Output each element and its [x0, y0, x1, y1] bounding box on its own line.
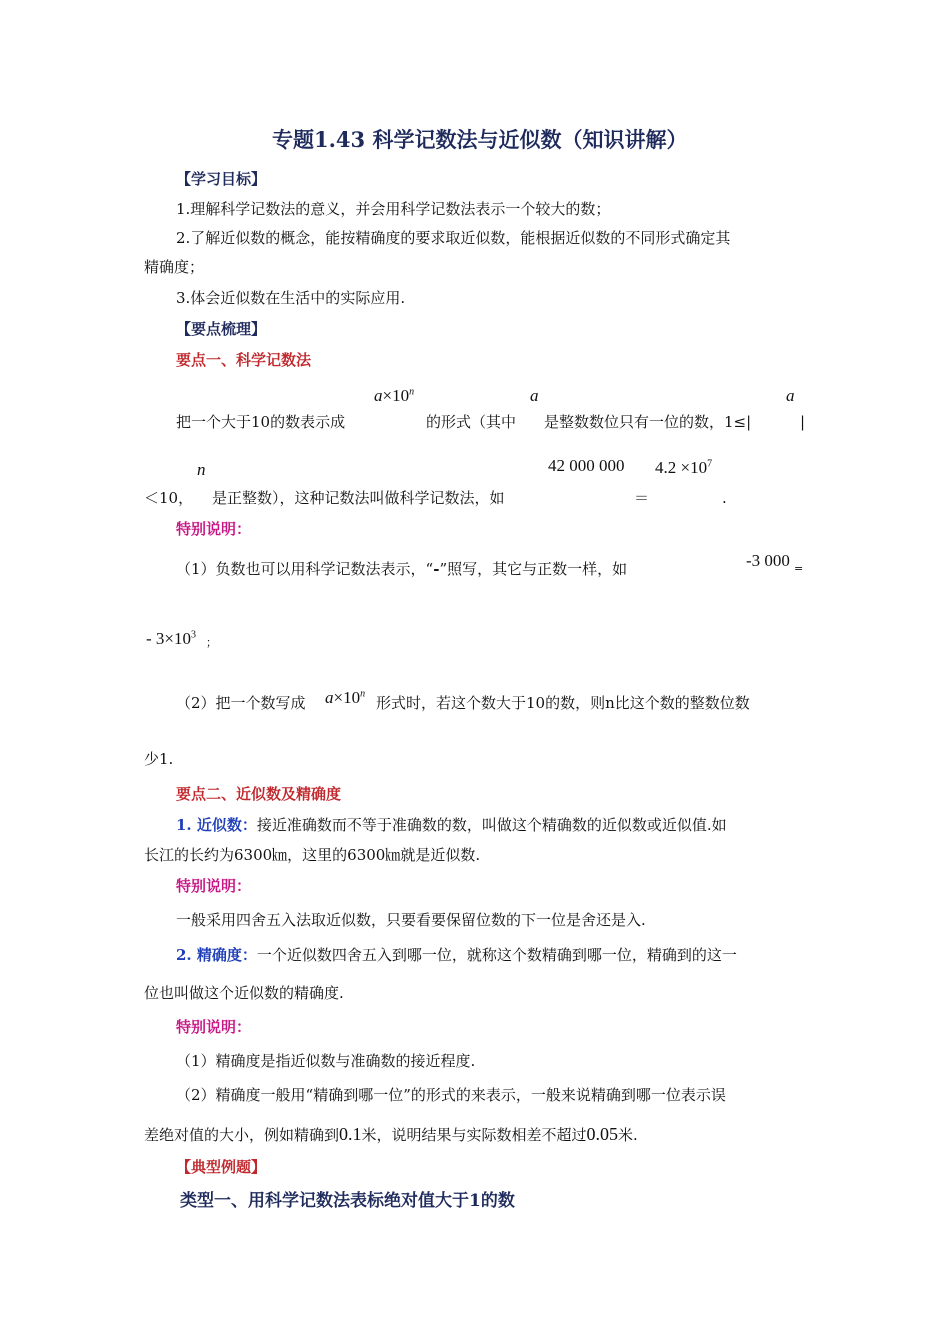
kp1-line1-d: | — [800, 413, 806, 431]
objective-1: 1.理解科学记数法的意义，并会用科学记数法表示一个较大的数； — [176, 200, 611, 218]
note-1-item-1-eq: = — [794, 562, 804, 575]
example-mantissa: 4.2 — [655, 458, 677, 477]
page-title: 专题1.43 科学记数法与近似数（知识讲解） — [272, 127, 688, 152]
note-1-header: 特别说明： — [176, 520, 252, 538]
objectives-header: 【学习目标】 — [176, 170, 267, 188]
math-ten: 10 — [392, 386, 410, 405]
note-1-item-2-b: 形式时，若这个数大于10的数，则n比这个数的整数位数 — [376, 694, 750, 712]
objective-2-line-b: 精确度； — [144, 258, 205, 276]
formula-a-times-10n — [374, 386, 414, 406]
objective-2-line-a: 2.了解近似数的概念，能按精确度的要求取近似数，能根据近似数的不同形式确定其 — [176, 229, 731, 247]
math-times: × — [382, 386, 393, 405]
kp1-line2-eq: ＝ — [634, 489, 650, 507]
neg-example-scientific: - $3\times 10^3$ — [146, 629, 197, 648]
example-value: 42 000 000 — [548, 456, 625, 475]
note-3-item-2-b: 差绝对值的大小，例如精确到0.1米，说明结果与实际数相差不超过0.05米. — [144, 1124, 638, 1144]
note-3-header: 特别说明： — [176, 1018, 252, 1036]
kp1-line1-b: 的形式（其中 — [426, 413, 517, 431]
math-var-a-1: a — [530, 386, 539, 405]
note-1-item-2-a: （2）把一个数写成 — [176, 694, 306, 712]
note-2-header: 特别说明： — [176, 877, 252, 895]
math-exp-n: n — [409, 386, 415, 398]
keypoint-1-heading: 要点一、科学记数法 — [176, 351, 312, 369]
objective-3: 3.体会近似数在生活中的实际应用. — [176, 289, 406, 307]
keypoints-header: 【要点梳理】 — [176, 320, 267, 338]
neg-example-value: -3 000 — [746, 551, 790, 570]
keypoint-2-heading: 要点二、近似数及精确度 — [176, 785, 342, 803]
examples-header: 【典型例题】 — [176, 1158, 267, 1176]
math-a: a — [374, 386, 383, 405]
note-1-item-1: （1）负数也可以用科学记数法表示，“-”照写，其它与正数一样，如 — [176, 560, 628, 578]
note-3-item-1: （1）精确度是指近似数与准确数的接近程度. — [176, 1052, 476, 1070]
error-value: 0.05 — [586, 1124, 619, 1144]
kp1-line2-end: . — [722, 489, 727, 507]
math-var-n: n — [197, 460, 206, 479]
kp2-item-2-a: 2. 精确度：一个近似数四舍五入到哪一位，就称这个数精确到哪一位，精确到的这一 — [176, 946, 737, 964]
example-scientific: $4.2 \times 10^7$ — [655, 458, 713, 477]
note-1-item-1-end: ； — [206, 636, 217, 649]
precision-label: 2. 精确度： — [176, 946, 257, 964]
kp2-item-1-b: 长江的长约为6300㎞，这里的6300㎞就是近似数. — [144, 846, 481, 864]
kp2-item-2-b: 位也叫做这个近似数的精确度. — [144, 984, 344, 1002]
kp1-line2-b: 是正整数），这种记数法叫做科学记数法，如 — [212, 489, 505, 507]
approx-number-label: 1. 近似数： — [176, 816, 257, 834]
kp2-item-1-a: 1. 近似数：接近准确数而不等于准确数的数，叫做这个精确数的近似数或近似值.如 — [176, 816, 727, 834]
precision-value: 0.1 — [339, 1124, 362, 1144]
example-exponent: 7 — [707, 458, 713, 470]
note-1-item-2-c: 少1. — [144, 750, 174, 768]
formula-a-times-10n-2: $a\times 10^n$ — [325, 688, 366, 707]
note-3-item-2-a: （2）精确度一般用“精确到哪一位”的形式的来表示，一般来说精确到哪一位表示误 — [176, 1086, 726, 1104]
note-2-text: 一般采用四舍五入法取近似数，只要看要保留位数的下一位是舍还是入. — [176, 911, 646, 929]
kp1-line1-c: 是整数数位只有一位的数，1≤| — [544, 413, 752, 431]
math-var-a-2: a — [786, 386, 795, 405]
type-1-heading: 类型一、用科学记数法表标绝对值大于1的数 — [180, 1191, 515, 1211]
kp1-line2-a: ＜10， — [144, 489, 194, 507]
kp1-line1-a: 把一个大于10的数表示成 — [176, 413, 346, 431]
